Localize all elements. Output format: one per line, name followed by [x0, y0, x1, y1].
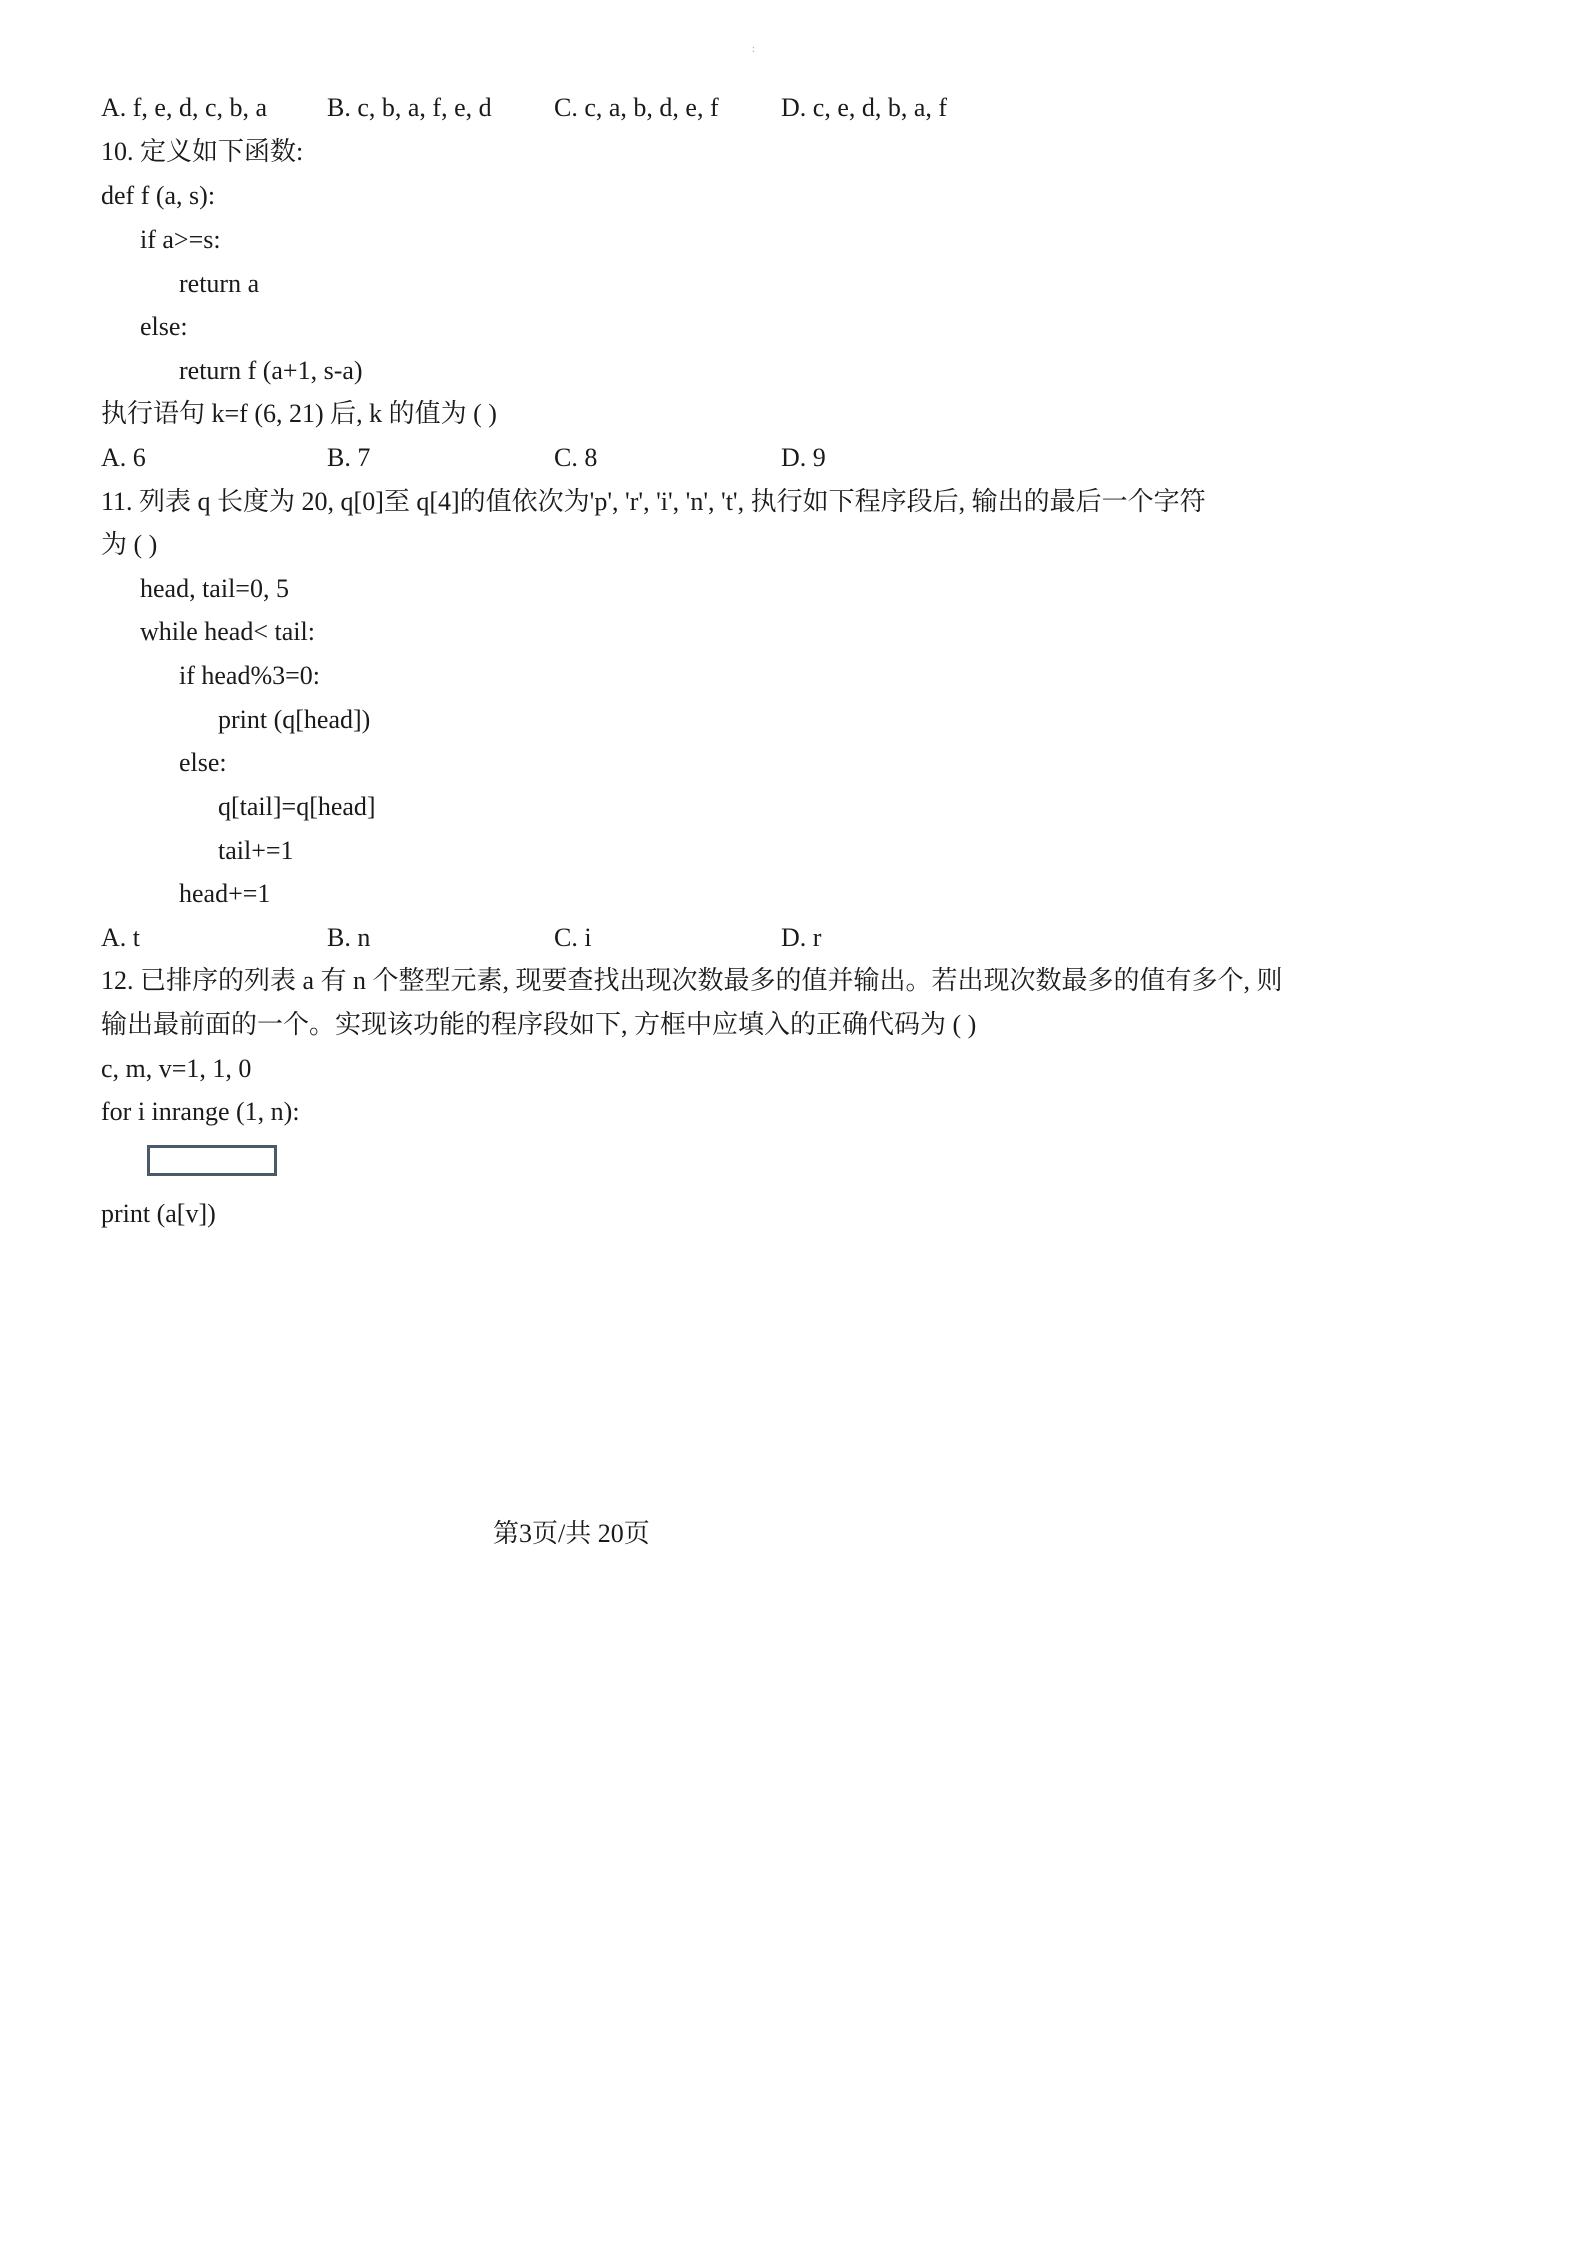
q10-stem: 10. 定义如下函数: [101, 137, 304, 166]
q10-option-a: A. 6 [101, 443, 146, 472]
q10-code-line: else: [140, 312, 188, 341]
top-mark: : [752, 44, 755, 55]
q11-code-line: if head%3=0: [179, 661, 321, 690]
q11-code-line: q[tail]=q[head] [218, 792, 376, 821]
q10-code-line: return a [179, 269, 260, 298]
q12-code-line: print (a[v]) [101, 1199, 216, 1228]
q9-option-d: D. c, e, d, b, a, f [781, 93, 948, 122]
q9-option-b: B. c, b, a, f, e, d [327, 93, 492, 122]
q9-option-a: A. f, e, d, c, b, a [101, 93, 268, 122]
q11-code-line: tail+=1 [218, 836, 294, 865]
answer-blank-box [147, 1145, 277, 1176]
page-footer: 第3页/共 20页 [493, 1519, 650, 1548]
q10-option-d: D. 9 [781, 443, 826, 472]
q11-stem-line1: 11. 列表 q 长度为 20, q[0]至 q[4]的值依次为'p', 'r', 'i', 'n', 't', 执行如下程序段后, 输出的最后一个字符 [101, 487, 1206, 516]
q11-option-c: C. i [554, 923, 592, 952]
q10-code-line: return f (a+1, s-a) [179, 356, 363, 385]
q12-stem-line2: 输出最前面的一个。实现该功能的程序段如下, 方框中应填入的正确代码为 ( ) [101, 1010, 977, 1039]
q11-option-b: B. n [327, 923, 371, 952]
q10-code-line: if a>=s: [140, 225, 221, 254]
q12-code-line: c, m, v=1, 1, 0 [101, 1054, 252, 1083]
q12-stem-line1: 12. 已排序的列表 a 有 n 个整型元素, 现要查找出现次数最多的值并输出。若出现次数最多的值有多个, 则 [101, 966, 1283, 995]
q10-question: 执行语句 k=f (6, 21) 后, k 的值为 ( ) [101, 399, 497, 428]
q9-option-c: C. c, a, b, d, e, f [554, 93, 719, 122]
q10-code-line: def f (a, s): [101, 181, 216, 210]
q11-option-d: D. r [781, 923, 822, 952]
q11-code-line: head, tail=0, 5 [140, 574, 289, 603]
q11-code-line: head+=1 [179, 879, 271, 908]
q11-code-line: while head< tail: [140, 617, 315, 646]
q12-code-line: for i inrange (1, n): [101, 1097, 300, 1126]
q11-stem-line2: 为 ( ) [101, 530, 158, 559]
q10-option-c: C. 8 [554, 443, 598, 472]
q11-code-line: print (q[head]) [218, 705, 371, 734]
q11-option-a: A. t [101, 923, 140, 952]
q11-code-line: else: [179, 748, 227, 777]
q10-option-b: B. 7 [327, 443, 371, 472]
